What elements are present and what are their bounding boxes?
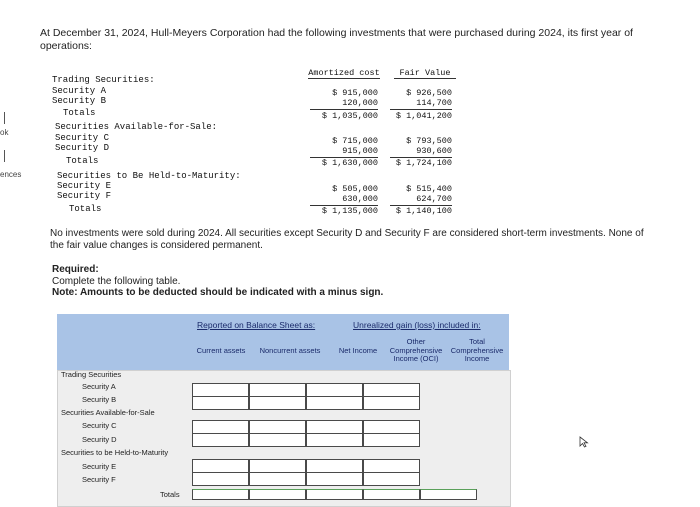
afs-sec-c-label: Security C bbox=[55, 133, 110, 143]
mouse-cursor-icon bbox=[579, 436, 589, 448]
required-note: Note: Amounts to be deducted should be indicated with a minus sign. bbox=[52, 287, 384, 298]
input-noncurrent-assets-f[interactable] bbox=[249, 472, 306, 486]
trading-sec-b-fair: 114,700 bbox=[390, 98, 452, 110]
input-oci-c[interactable] bbox=[363, 420, 420, 434]
htm-sec-e-cost: $ 505,000 bbox=[332, 184, 378, 194]
row-htm: Securities to be Held-to-Maturity bbox=[61, 448, 169, 457]
row-security-d: Security D bbox=[82, 435, 117, 444]
afs-total-fair: $ 1,724,100 bbox=[395, 158, 452, 168]
row-security-f: Security F bbox=[82, 475, 116, 484]
htm-sec-f-cost: 630,000 bbox=[310, 194, 378, 206]
row-afs: Securities Available-for-Sale bbox=[61, 408, 155, 417]
row-trading-securities: Trading Securities bbox=[61, 370, 122, 379]
afs-sec-d-fair: 930,600 bbox=[390, 146, 452, 158]
group-balance-sheet: Reported on Balance Sheet as: bbox=[197, 320, 316, 330]
input-net-income-f[interactable] bbox=[306, 472, 363, 486]
input-oci-d[interactable] bbox=[363, 433, 420, 447]
sidebar-fragment[interactable]: ok bbox=[0, 128, 9, 137]
input-current-assets-e[interactable] bbox=[192, 459, 249, 473]
afs-sec-c-fair: $ 793,500 bbox=[406, 136, 452, 146]
htm-sec-e-label: Security E bbox=[57, 181, 112, 191]
col-net-income: Net Income bbox=[338, 346, 378, 355]
input-net-income-a[interactable] bbox=[306, 383, 363, 397]
input-current-assets-d[interactable] bbox=[192, 433, 249, 447]
row-security-b: Security B bbox=[82, 395, 117, 404]
input-net-income-d[interactable] bbox=[306, 433, 363, 447]
htm-total-fair: $ 1,140,100 bbox=[395, 206, 452, 216]
problem-note: No investments were sold during 2024. All securities except Security D and Security F are considered short-term investments. None of the fair value changes is considered permanent. bbox=[50, 228, 644, 251]
col-noncurrent-assets: Noncurrent assets bbox=[259, 346, 321, 355]
trading-sec-a-cost: $ 915,000 bbox=[332, 88, 378, 98]
col-oci: Other Comprehensive Income (OCI) bbox=[389, 337, 443, 363]
row-security-e: Security E bbox=[82, 462, 117, 471]
header-amortized-cost: Amortized cost bbox=[308, 68, 380, 78]
row-security-c: Security C bbox=[82, 421, 117, 430]
htm-total-cost: $ 1,135,000 bbox=[321, 206, 378, 216]
sidebar-fragment[interactable]: ences bbox=[0, 170, 22, 179]
input-net-income-b[interactable] bbox=[306, 396, 363, 410]
input-oci-e[interactable] bbox=[363, 459, 420, 473]
input-net-income-e[interactable] bbox=[306, 459, 363, 473]
htm-totals-label: Totals bbox=[69, 204, 102, 214]
trading-sec-a-fair: $ 926,500 bbox=[406, 88, 452, 98]
input-noncurrent-assets-e[interactable] bbox=[249, 459, 306, 473]
afs-sec-c-cost: $ 715,000 bbox=[332, 136, 378, 146]
sidebar-bracket bbox=[0, 150, 5, 162]
col-current-assets: Current assets bbox=[196, 346, 246, 355]
input-current-assets-a[interactable] bbox=[192, 383, 249, 397]
htm-sec-f-label: Security F bbox=[57, 191, 112, 201]
input-net-income-c[interactable] bbox=[306, 420, 363, 434]
input-oci-a[interactable] bbox=[363, 383, 420, 397]
answer-table-header bbox=[57, 314, 509, 370]
problem-intro: At December 31, 2024, Hull-Meyers Corporation had the following investments that were purchased during 2024, its first year of operations: bbox=[40, 27, 633, 52]
input-noncurrent-assets-total[interactable] bbox=[249, 489, 306, 500]
trading-totals-label: Totals bbox=[63, 108, 96, 118]
input-oci-b[interactable] bbox=[363, 396, 420, 410]
afs-sec-d-label: Security D bbox=[55, 143, 110, 153]
trading-total-cost: $ 1,035,000 bbox=[321, 111, 378, 121]
trading-sec-b-label: Security B bbox=[52, 96, 107, 106]
afs-sec-d-cost: 915,000 bbox=[310, 146, 378, 158]
col-total-ci: Total Comprehensive Income bbox=[450, 337, 504, 363]
input-noncurrent-assets-a[interactable] bbox=[249, 383, 306, 397]
sidebar-bracket bbox=[0, 112, 5, 124]
input-oci-f[interactable] bbox=[363, 472, 420, 486]
afs-totals-label: Totals bbox=[66, 156, 99, 166]
header-fair-value: Fair Value bbox=[394, 68, 456, 79]
input-current-assets-b[interactable] bbox=[192, 396, 249, 410]
afs-title: Securities Available-for-Sale: bbox=[55, 122, 218, 132]
htm-sec-f-fair: 624,700 bbox=[390, 194, 452, 206]
input-current-assets-total[interactable] bbox=[192, 489, 249, 500]
input-net-income-total[interactable] bbox=[306, 489, 363, 500]
input-current-assets-c[interactable] bbox=[192, 420, 249, 434]
row-security-a: Security A bbox=[82, 382, 116, 391]
input-total-ci-total[interactable] bbox=[420, 489, 477, 500]
input-noncurrent-assets-d[interactable] bbox=[249, 433, 306, 447]
trading-sec-b-cost: 120,000 bbox=[310, 98, 378, 110]
input-current-assets-f[interactable] bbox=[192, 472, 249, 486]
group-unrealized: Unrealized gain (loss) included in: bbox=[353, 320, 481, 330]
afs-total-cost: $ 1,630,000 bbox=[321, 158, 378, 168]
trading-total-fair: $ 1,041,200 bbox=[395, 111, 452, 121]
row-totals: Totals bbox=[160, 490, 180, 499]
htm-sec-e-fair: $ 515,400 bbox=[406, 184, 452, 194]
required-instruction: Complete the following table. bbox=[52, 276, 181, 287]
trading-sec-a-label: Security A bbox=[52, 86, 107, 96]
required-title: Required: bbox=[52, 264, 99, 275]
input-noncurrent-assets-b[interactable] bbox=[249, 396, 306, 410]
htm-title: Securities to Be Held-to-Maturity: bbox=[57, 171, 241, 181]
input-noncurrent-assets-c[interactable] bbox=[249, 420, 306, 434]
input-oci-total[interactable] bbox=[363, 489, 420, 500]
trading-title: Trading Securities: bbox=[52, 75, 155, 85]
